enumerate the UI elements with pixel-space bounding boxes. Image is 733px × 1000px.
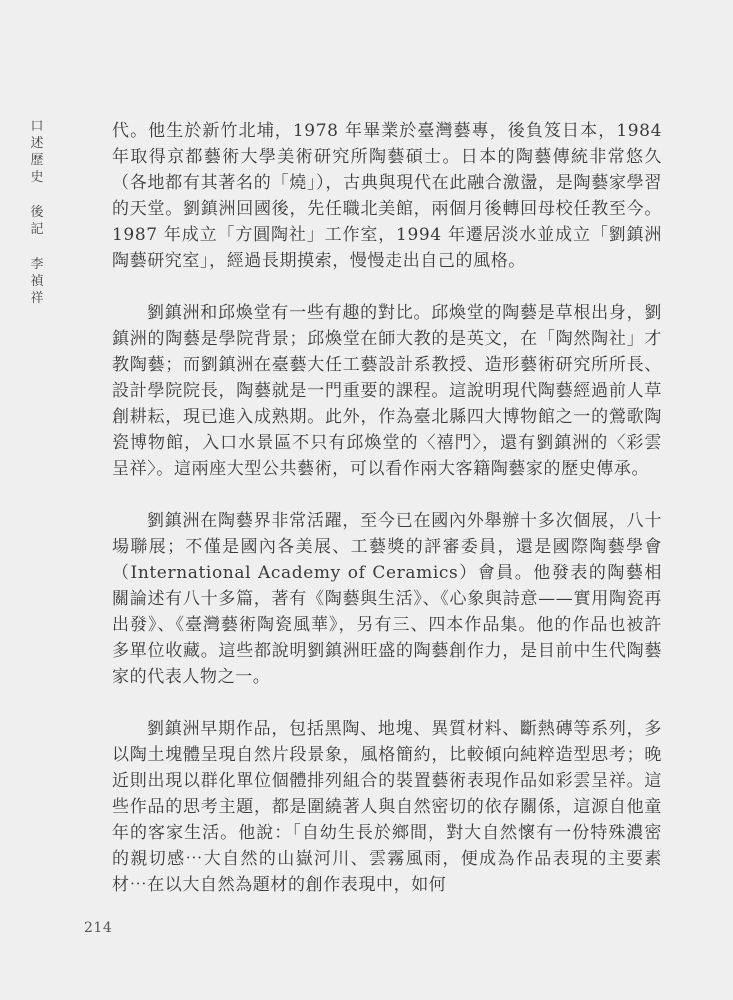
running-header-section: 後 記: [30, 205, 44, 237]
running-header: [28, 118, 46, 307]
paragraph-3: 劉鎮洲在陶藝界非常活躍，至今已在國內外舉辦十多次個展，八十場聯展；不僅是國內各美展、工藝獎的評審委員，還是國際陶藝學會（International Academy of Ceramics）會員。他發表的陶藝相關論述有八十多篇，著有《陶藝與生活》、《心象與詩意——實用陶瓷再出發》、《臺灣藝術陶瓷風華》，另有三、四本作品集。他的作品也被許多單位收藏。這些都說明劉鎮洲旺盛的陶藝創作力，是目前中生代陶藝家的代表人物之一。: [112, 511, 662, 687]
paragraph-4: 劉鎮洲早期作品，包括黑陶、地塊、異質材料、斷熱磚等系列，多以陶土塊體呈現自然片段景象，風格簡約，比較傾向純粹造型思考；晚近則出現以群化單位個體排列組合的裝置藝術表現作品如彩雲呈祥。這些作品的思考主題，都是圍繞著人與自然密切的依存關係，這源自他童年的客家生活。他說：「自幼生長於鄉間，對大自然懷有一份特殊濃密的親切感⋯大自然的山嶽河川、雲霧風雨，便成為作品表現的主要素材⋯在以大自然為題材的創作表現中，如何: [112, 719, 662, 895]
page-number: 214: [84, 920, 113, 936]
paragraph-2: 劉鎮洲和邱煥堂有一些有趣的對比。邱煥堂的陶藝是草根出身，劉鎮洲的陶藝是學院背景；邱煥堂在師大教的是英文，在「陶然陶社」才教陶藝；而劉鎮洲在臺藝大任工藝設計系教授、造形藝術研究所所長、設計學院院長，陶藝就是一門重要的課程。這說明現代陶藝經過前人草創耕耘，現已進入成熟期。此外，作為臺北縣四大博物館之一的鶯歌陶瓷博物館，入口水景區不只有邱煥堂的〈禧門〉，還有劉鎮洲的〈彩雲呈祥〉。這兩座大型公共藝術，可以看作兩大客籍陶藝家的歷史傳承。: [112, 303, 662, 479]
running-header-author: 李 禎 祥: [30, 257, 44, 306]
body-text: [112, 118, 662, 898]
running-header-series: 口 述 歷 史: [30, 119, 44, 185]
paragraph-1: 代。他生於新竹北埔，1978 年畢業於臺灣藝專，後負笈日本，1984 年取得京都藝術大學美術研究所陶藝碩士。日本的陶藝傳統非常悠久（各地都有其著名的「燒」），古典與現代在此融合激盪，是陶藝家學習的天堂。劉鎮洲回國後，先任職北美館，兩個月後轉回母校任教至今。1987 年成立「方圓陶社」工作室，1994 年遷居淡水並成立「劉鎮洲陶藝研究室」，經過長期摸索，慢慢走出自己的風格。: [112, 121, 662, 271]
